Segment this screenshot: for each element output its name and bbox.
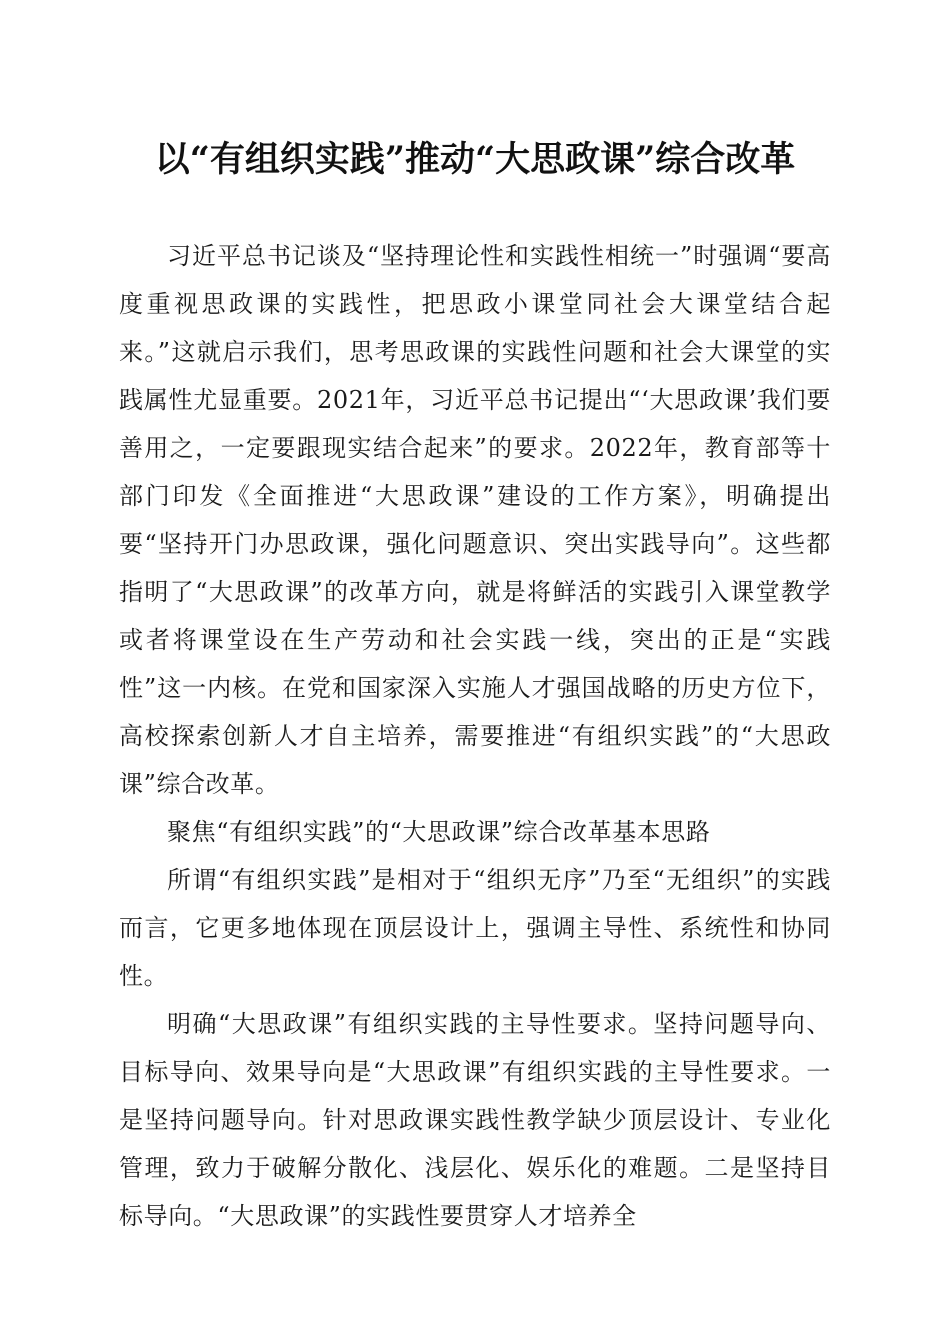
paragraph-definition: 所谓“有组织实践”是相对于“组织无序”乃至“无组织”的实践而言，它更多地体现在顶层设计上，强调主导性、系统性和协同性。 — [119, 866, 831, 990]
section-heading: 聚焦“有组织实践”的“大思政课”综合改革基本思路 — [167, 818, 711, 846]
document-body — [119, 232, 831, 1240]
paragraph-intro: 习近平总书记谈及“坚持理论性和实践性相统一”时强调“要高度重视思政课的实践性，把思政小课堂同社会大课堂结合起来。”这就启示我们，思考思政课的实践性问题和社会大课堂的实践属性尤显重要。2021年，习近平总书记提出“‘大思政课’我们要善用之，一定要跟现实结合起来”的要求。2022年，教育部等十部门印发《全面推进“大思政课”建设的工作方案》，明确提出要“坚持开门办思政课，强化问题意识、突出实践导向”。这些都指明了“大思政课”的改革方向，就是将鲜活的实践引入课堂教学或者将课堂设在生产劳动和社会实践一线，突出的正是“实践性”这一内核。在党和国家深入实施人才强国战略的历史方位下，高校探索创新人才自主培养，需要推进“有组织实践”的“大思政课”综合改革。 — [119, 242, 831, 798]
paragraph-requirements: 明确“大思政课”有组织实践的主导性要求。坚持问题导向、目标导向、效果导向是“大思政课”有组织实践的主导性要求。一是坚持问题导向。针对思政课实践性教学缺少顶层设计、专业化管理，致力于破解分散化、浅层化、娱乐化的难题。二是坚持目标导向。“大思政课”的实践性要贯穿人才培养全 — [119, 1010, 831, 1230]
document-title: 以“有组织实践”推动“大思政课”综合改革 — [154, 139, 796, 180]
